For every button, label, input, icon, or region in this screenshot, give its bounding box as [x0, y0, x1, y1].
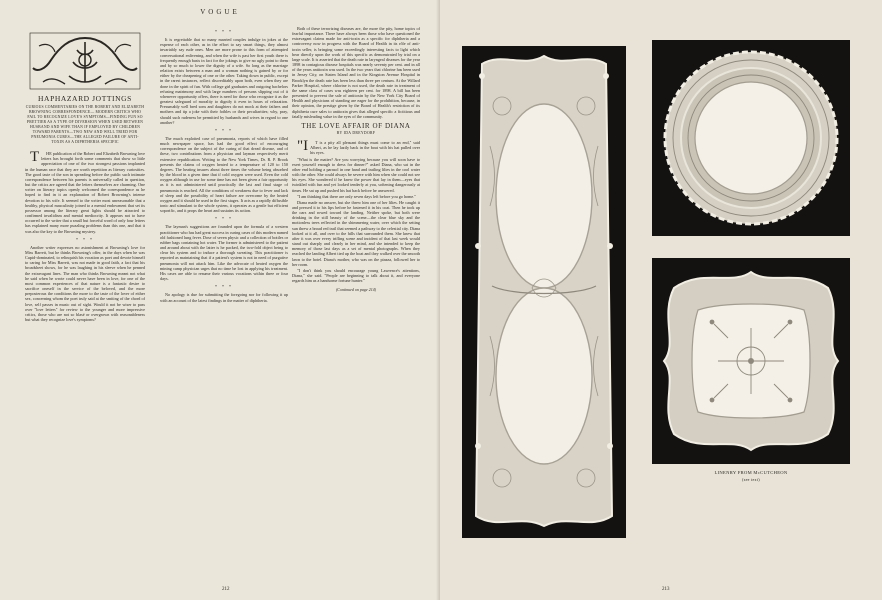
paragraph: It is regrettable that so many married couples indulge in jokes at the expense of each other, as in the effort to say smart things, they almost invariably say rude ones. Men are more prone to this form of attempted conversational enlivening, and when the wife is past her first youth there is frequently enough basis in fact for the jokings to give no ugly point to them and by so much to lower the dignity of a wife. So long as the marriage relation exists between a man and a woman nothing is gained by or for either by the cheapening of one or the other. Taking down in public, except in the rarest instances, reflect discreditably upon both, even when they are done in the spirit of fun. With college girl graduates and outgoing bachelors refusing matrimony and with large numbers of persons slipping out of it whenever opportunity offers, there is need for those who recognize it as the greatest safeguard of morality to dignify it even in hours of relaxation. Presumably well bred sons and daughters do not mock at their fathers and mothers and tip a joke with their foibles or their peculiarities; why, pray, should such rudeness be permitted by husbands and wives in regard to one another? — [160, 37, 288, 125]
article-deck: CURIOUS COMMENTARIES ON THE ROBERT AND ELIZABETH BROWNING CORRESPONDENCE— MODERN CRITICS WHO FAIL TO RECOGNIZE LOVE'S SYMPTOMS—FINDING FUN SO PRETTIER AS A TYPE OF DIVERSION WHEN USED BETWEEN HUSBAND AND WIFE THAN IF EMPLOYED BY CHILDREN TOWARD PARENTS—TWO NEW AND WELL TRIED FOR PNEUMONIA CURES—THE ALLEGED FAILURE OF ANTI-TOXIN AS A DIPHTHERIA SPECIFIC — [25, 105, 145, 145]
paragraph: "I T is a pity all pleasant things must come to an end," said Albert, as he lay lazily back in the boat with his hat pulled over his eyes. — [292, 140, 420, 155]
decorative-ornament-icon — [29, 32, 141, 90]
paragraph: "What is the matter? Are you worrying because you will soon have to exert yourself enough to dress for dinner?" asked Diana, who sat in the other end holding a parasol in one hand and trailing lilies in the cool water with the other. She could always be severe with him when she could not see his eyes. She wondered if he knew the power that lay in them—eyes that twinkled with fun and yet looked tenderly at you, softening dangerously at times. He sat up and pushed his hat back before he answered. — [292, 156, 420, 193]
round-doily-photo — [652, 40, 850, 236]
photo-caption-sub: (see text) — [742, 477, 760, 482]
running-head: VOGUE — [200, 8, 240, 16]
article-title: HAPHAZARD JOTTINGS — [38, 94, 132, 103]
round-doily-illustration — [652, 40, 850, 236]
paragraph: "I don't think you should encourage young Lawrence's attentions, Diana," she said. "People are beginning to talk about it, and everyone regards him as a handsome fortune hunter." — [292, 267, 420, 284]
photo-caption: LINENRY FROM McCUTCHEON (see text) — [652, 470, 850, 482]
square-centerpiece-photo — [652, 258, 850, 464]
section-divider: * * * — [76, 236, 94, 242]
right-page — [440, 0, 882, 600]
story-title: THE LOVE AFFAIR OF DIANA — [301, 121, 411, 130]
paragraph: Both of these terrorizing diseases are, the more the pity, home topics of fearful importance. There have always been those who have questioned the extravagant claims made for anti-toxin as a specific for diphtheria and a controversy now in progress with the Board of Health in its rôle of anti-toxin seller, is bringing some exceedingly interesting facts to light which bear directly upon the work of this specific as demonstrated by trial on a large scale. It is asserted that the death rate in laryngeal diseases for the year 1898 in contagious disease hospitals was nearly seventy per cent. and in all of the years antitoxin was used. In the two years that chlorine has been used in Jersey City, on Staten Island and in the Kingston Avenue Hospital in Brooklyn the death rate has been less than three per centum. At the Willard Parker Hospital, where chlorine is not used, the death rate in treatment of the same class of cases was eighteen per cent. for 1898. A bill has been presented to prevent the sale of antitoxin by the New York City Board of Health and physicians of standing are eager for the prohibition, because, in their opinion, the prestige given by the Board of Health's restriction of its diphtheria cure sales to antitoxin gives that alleged specific a fictitious and fatally misleading value in the eyes of the community. — [292, 26, 420, 119]
page-number-right: 213 — [662, 587, 670, 592]
square-centerpiece-illustration — [652, 258, 850, 464]
section-divider: * * * — [215, 29, 233, 34]
section-divider: * * * — [215, 216, 233, 222]
paragraph: The much exploited case of pneumonia, reports of which have filled much newspaper space, has had the good effect of encouraging correspondence on the subject of the curing of that dread disease, and of these, two contributions from a physician and layman respectively merit extensive republication. Writing to the New York Times, Dr. R. P. Brook presents the claims of oxygen heated to a temperature of 120 to 150 degrees. The heating insures about three times the volume being absorbed by the blood in a given time that if cold oxygen were used. Even the cold oxygen although in use for some time has not been given a fair opportunity as it is not administered until practically the last and final stage of pneumonia is reached. All the conditions of weakness due to fever and lack of sleep and the possibility of heart failure are overcome by the heated oxygen and it should be used in the first stages. It acts as a rapidly diffusible tonic and stimulant to the whole system, it operates as a gentle but efficient soporific, and it props the heart and sustains its action. — [160, 135, 288, 214]
drop-cap: T — [30, 149, 40, 166]
section-divider: * * * — [215, 127, 233, 133]
paragraph: No apology is due for submitting the foregoing nor for following it up with an account of the latest findings in the matter of diphtheria. — [160, 292, 288, 303]
section-divider: * * * — [215, 284, 233, 290]
drop-cap: "I — [297, 138, 309, 155]
column-3 — [292, 26, 420, 566]
paragraph: T HE publication of the Robert and Elizabeth Browning love letters has brought forth some comments that show so little appreciation of one of the two strongest passions implanted in the human race that they are worth repetition as literary curiosities. The good taste of the son in spreading before the public such intimate correspondence between his parents is universally called in question, but the critics are agreed that the letters themselves are charming. One writer on literary topics openly welcomed the correspondence as he hoped to find in it an explanation of Robert Browning's intense devotion to his wife. It seemed to the writer most unreasonable that a healthy, physical masculinity joined to a mental endowment that set its possessor among the literary great lights should be attracted to confirmed invalidism and mental mediocrity. It appears not to have occurred to the writer that a small but forceful word of only four letters has explained many more puzzling problems than this one, and that it was also the key to the Browning mystery. — [25, 149, 145, 234]
paragraph: Diana made no answer, but she threw him one of her lilies. He caught it and pressed it to his lips before he fastened it in his coat. Then he took up the oars and rowed toward the landing. Neither spoke, but both were drinking in the still beauty of the scene—the clear blue sky and the motionless trees reflected in the shimmering water, over which the setting sun threw a broad red trail that seemed a pathway to the celestial city. Diana looked at it all, and over to the hills that surrounded them. She knew that after it was over every trifling scene and incident of that last week would stand out sharply and clearly in her mind, and she intended to keep the memory of those last days as a set of mental photographs. When they reached the landing Albert tied up the boat and they walked over the smooth lawn to the hotel. Diana's mother, who was on the piazza, followed her to her room. — [292, 199, 420, 267]
paragraph: "I am thinking that there are only seven days left before you go home." — [297, 193, 417, 199]
page-number-left: 212 — [222, 587, 230, 592]
lace-runner-photo — [462, 46, 626, 538]
paragraph: Another writer expresses no astonishment at Browning's love for Miss Barrett, but he thinks Browning's offer, in the days when he was Cupid-dominated, to relinquish his vocation as poet and devote himself to caring for Miss Barrett, was not made in good faith, a fact that his broadsheet shows, for he was laughing in his sleeve when he penned the extravagant lines. The man who thinks Browning meant not what he said when he wrote could never have been in love, for one of the most common experiences of that nature is a fantastic desire to sacrifice oneself in the service of the beloved, and the more preposterous the conditions the more to the taste of the lover of either sex, concerning whom the poet truly said at the smiting of the chord of love, self passes in music out of sight. Would it not be wiser to pass over "love letters" for review to the younger and more impressive critics, those who are not so blasé or overgrown with reasonableness but what they recognize love's symptoms? — [25, 244, 145, 322]
column-2 — [160, 26, 288, 566]
column-1 — [25, 26, 145, 566]
story-byline: BY IDA DREYDORF — [336, 130, 376, 135]
continued-note: (Continued on page 214) — [335, 287, 377, 293]
lace-runner-illustration — [462, 46, 626, 538]
left-page — [0, 0, 440, 600]
paragraph: The layman's suggestions are founded upon the formula of a western practitioner who has had great success in curing cases of this modern named old fashioned lung fever. Dose of seven physic and a collection of bottles or rubber bags containing hot water. The former is administered to the patient and around about with the latter is he packed, the two-fold object being to clear his system and to induce a thorough sweating. This practitioner is reported as maintaining that if a patient's system is not in need of purgative pneumonia will not attack him. Like the advocate of heated oxygen the mining camp physician urges that no time be lost in applying his treatment. His cases are able to resume their various vocations within three or four days. — [160, 224, 288, 282]
